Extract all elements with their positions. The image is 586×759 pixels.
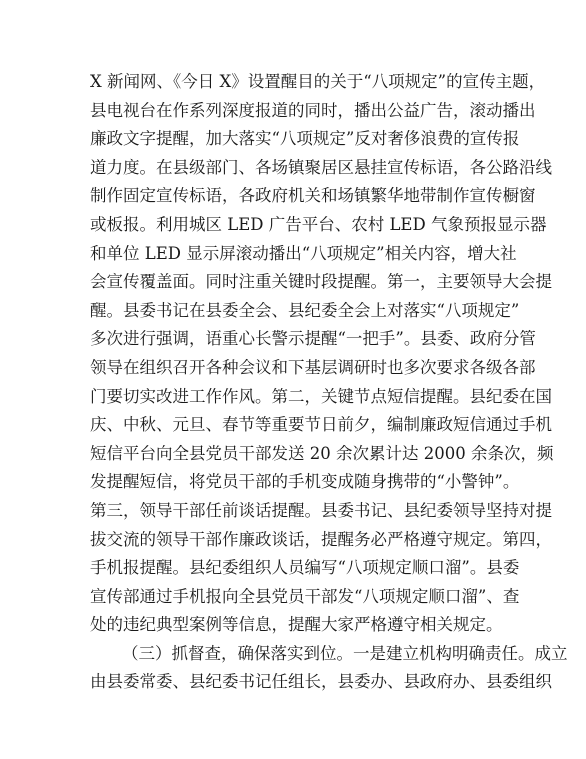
text-line: 庆、中秋、元旦、春节等重要节日前夕，编制廉政短信通过手机 [90, 415, 552, 435]
text-line: 短信平台向全县党员干部发送 20 余次累计达 2000 余条次，频 [90, 443, 554, 463]
text-line: X 新闻网、《今日 X》设置醒目的关于“八项规定”的宣传主题， [90, 72, 546, 91]
text-line: 或板报。利用城区 LED 广告平台、农村 LED 气象预报显示器 [90, 214, 547, 234]
text-line: 制作固定宣传标语，各政府机关和场镇繁华地带制作宣传橱窗 [90, 186, 536, 206]
text-line: 拔交流的领导干部作廉政谈话，提醒务必严格遵守规定。第四， [90, 529, 552, 549]
text-line: 醒。县委书记在县委全会、县纪委全会上对落实“八项规定” [90, 300, 520, 320]
text-line: 县电视台在作系列深度报道的同时，播出公益广告，滚动播出 [90, 100, 536, 120]
body-text [90, 68, 568, 697]
text-line: 廉政文字提醒，加大落实“八项规定”反对奢侈浪费的宣传报 [90, 129, 520, 149]
text-line: 会宣传覆盖面。同时注重关键时段提醒。第一，主要领导大会提 [90, 272, 552, 292]
text-line: 多次进行强调，语重心长警示提醒“一把手”。县委、政府分管 [90, 329, 536, 349]
text-line: 领导在组织召开各种会议和下基层调研时也多次要求各级各部 [90, 357, 536, 377]
text-line: 发提醒短信，将党员干部的手机变成随身携带的“小警钟”。 [90, 472, 520, 492]
text-line: 门要切实改进工作作风。第二，关键节点短信提醒。县纪委在国 [90, 386, 552, 406]
text-line: 处的违纪典型案例等信息，提醒大家严格遵守相关规定。 [90, 615, 503, 635]
text-line: 手机报提醒。县纪委组织人员编写“八项规定顺口溜”。县委 [90, 558, 520, 578]
text-line: 道力度。在县级部门、各场镇聚居区悬挂宣传标语，各公路沿线 [90, 157, 552, 177]
text-line: 由县委常委、县纪委书记任组长，县委办、县政府办、县委组织 [90, 672, 552, 692]
text-line: 第三，领导干部任前谈话提醒。县委书记、县纪委领导坚持对提 [90, 500, 552, 520]
text-line: 宣传部通过手机报向全县党员干部发“八项规定顺口溜”、查 [90, 586, 520, 606]
section-heading-line: （三）抓督查，确保落实到位。一是建立机构明确责任。成立 [122, 643, 568, 663]
text-line: 和单位 LED 显示屏滚动播出“八项规定”相关内容，增大社 [90, 243, 517, 263]
